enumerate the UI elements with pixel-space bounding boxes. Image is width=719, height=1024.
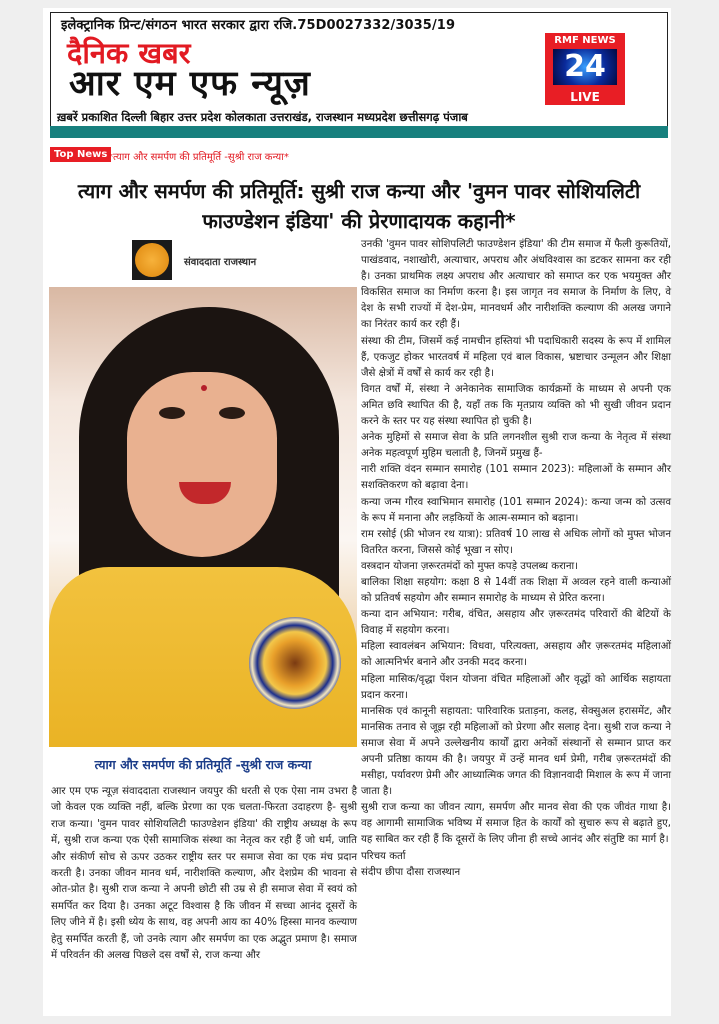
campaign-item: कन्या दान अभियान: गरीब, वंचित, असहाय और ज़रूरतमंद परिवारों की बेटियों के विवाह में सहयोग करना।	[361, 609, 671, 637]
article-left-column	[51, 784, 357, 964]
author-name: संदीप छीपा दौसा राजस्थान	[361, 866, 461, 878]
photo-rosette-badge	[249, 617, 341, 709]
teal-divider	[50, 126, 668, 138]
article-photo	[49, 287, 357, 747]
campaign-item: वस्त्रदान योजना ज़रूरतमंदों को मुफ्त कपड़े उपलब्ध कराना।	[361, 560, 579, 572]
logo-top-text: RMF NEWS	[554, 35, 616, 46]
campaign-item: महिला स्वावलंबन अभियान: विधवा, परित्यक्ता, असहाय और ज़रूरतमंद महिलाओं को आत्मनिर्भर बनाने और उनकी मदद करना।	[361, 641, 671, 669]
article-paragraph: विगत वर्षों में, संस्था ने अनेकानेक सामाजिक कार्यक्रमों के माध्यम से अपनी एक अमित छवि स्थापित की है, यहाँ तक कि मृतप्राय व्यक्ति को भी सुखी जीवन प्रदान करने के स्तर पर यह संस्था स्थापित हो चुकी है।	[361, 383, 671, 428]
article-paragraph: आर एम एफ न्यूज़ संवाददाता राजस्थान जयपुर की धरती से एक ऐसा नाम उभरा है जो केवल एक व्यक्ति नहीं, बल्कि प्रेरणा का एक चलता-फिरता उदाहरण है- सुश्री राज कन्या। 'वुमन पावर सोशियलिटी फाउण्डेशन इंडिया' की राष्ट्रीय अध्यक्ष के रूप में, सुश्री राज कन्या एक ऐसी सामाजिक संस्था का नेतृत्व कर रही हैं जो धर्म, जाति और संकीर्ण सोच से ऊपर उठकर राष्ट्रीय स्तर पर समाज सेवा का एक मंच प्रदान करती है। उनका जीवन मानव धर्म, नारीशक्ति कल्याण, और देशप्रेम की भावना से ओत-प्रोत है। सुश्री राज कन्या ने अपनी छोटी सी उम्र से ही समाज सेवा में स्वयं को समर्पित कर दिया है। उनका अटूट विश्वास है कि जीवन में सच्चा आनंद दूसरों के लिए जीने में है। इसी ध्येय के साथ, वह अपनी आय का 40% हिस्सा मानव कल्याण हेतु समर्पित करती हैं, जो उनके त्याग और समर्पण का एक अद्भुत प्रमाण है। समाज में परिवर्तन की अलख पिछले दस वर्षों से, राज कन्या और	[51, 786, 357, 962]
masthead-subtitle: दैनिक खबर	[67, 36, 191, 70]
article-paragraph: संस्था की टीम, जिसमें कई नामचीन हस्तियां भी पदाधिकारी सदस्य के रूप में शामिल हैं, एकजुट होकर भारतवर्ष में महिला एवं बाल विकास, भ्रष्टाचार उन्मूलन और शिक्षा जैसे क्षेत्रों में वर्षों से कार्य कर रही है।	[361, 335, 671, 379]
campaign-item: नारी शक्ति वंदन सम्मान समारोह (101 सम्मान 2023): महिलाओं के सम्मान और सशक्तिकरण को बढ़ावा देना।	[361, 464, 671, 492]
photo-face	[127, 372, 277, 557]
top-news-ticker: *त्याग और समर्पण की प्रतिमूर्ति -सुश्री राज कन्या*	[108, 152, 289, 163]
top-news-badge: Top News	[50, 147, 111, 162]
registration-line: इलेक्ट्रानिक प्रिन्ट/संगठन भारत सरकार द्वारा रजि.75D0027332/3035/19	[61, 18, 456, 33]
logo-bottom-text: LIVE	[570, 90, 600, 104]
coin-face	[135, 243, 169, 277]
campaign-item: महिला मासिक/वृद्धा पेंशन योजना वंचित महिलाओं और वृद्धों को आर्थिक सहायता प्रदान करना।	[361, 673, 671, 701]
article-paragraph: सुश्री राज कन्या का जीवन त्याग, समर्पण और मानव सेवा की एक जीवंत गाथा है। वह आगामी सामाजिक भविष्य में समाज हित के कार्यों को सुचारु रूप से बढ़ाते हुए, यह साबित कर रही हैं कि दूसरों के लिए जीना ही सच्चे आनंद और संतुष्टि का मार्ग है।	[361, 802, 671, 846]
coin-seal-icon	[132, 240, 172, 280]
author-label: परिचय कर्ता	[361, 850, 406, 862]
article-headline: त्याग और समर्पण की प्रतिमूर्ति: सुश्री राज कन्या और 'वुमन पावर सोशियलिटी फाउण्डेशन इंडिया' की प्रेरणादायक कहानी*	[77, 179, 641, 233]
photo-caption: त्याग और समर्पण की प्रतिमूर्ति -सुश्री राज कन्या	[94, 757, 312, 772]
photo-eye-right	[219, 407, 245, 419]
masthead-title: आर एम एफ न्यूज़	[69, 64, 311, 104]
campaign-item: मानसिक एवं कानूनी सहायता: पारिवारिक प्रताड़ना, कलह, सेक्सुअल हरासमेंट, और मानसिक तनाव से जूझ रही महिलाओं को प्रेरणा और सलाह देना। सुश्री राज कन्या ने समाज सेवा में अपने उल्लेखनीय कार्यों द्वारा अनेकों संस्थानों से सम्मान प्राप्त कर अपनी प्रतिष्ठा कायम की है। जयपुर में उन्हें मानव धर्म प्रेमी, गरीब ज़रूरतमंदों की मसीहा, पर्यावरण प्रेमी और आध्यात्मिक जगत की विज्ञानवादी मिशाल के रूप में जाना जाता है।	[361, 705, 671, 798]
campaign-item: कन्या जन्म गौरव स्वाभिमान समारोह (101 सम्मान 2024): कन्या जन्म को उत्सव के रूप में मनाना और लड़कियों के आत्म-सम्मान को बढ़ाना।	[361, 496, 671, 524]
photo-bindi	[201, 385, 207, 391]
byline-text: संवाददाता राजस्थान	[184, 257, 257, 268]
campaign-item: राम रसोई (फ्री भोजन रथ यात्रा): प्रतिवर्ष 10 लाख से अधिक लोगों को मुफ्त भोजन वितरित करना, जिससे कोई भूखा न सोए।	[361, 528, 671, 556]
rmf-news-24-logo	[545, 33, 625, 105]
logo-number: 24	[553, 49, 617, 85]
photo-eye-left	[159, 407, 185, 419]
article-right-column	[361, 237, 671, 881]
article-paragraph: उनकी 'वुमन पावर सोशिपलिटी फाउण्डेशन इंडिया' की टीम समाज में फैली कुरूतियों, पाखंडवाद, नशाखोरी, अत्याचार, अपराध और अंधविश्वास का डटकर सामना कर रही है। उनका प्राथमिक लक्ष्य अपराध और अत्याचार को समाप्त कर एक भयमुक्त और विकसित समाज का निर्माण करना है। इस जागृत नव समाज के निर्माण के लिए, वे देश के सभी राज्यों में देश-प्रेम, मानवधर्म और नारीशक्ति कल्याण की अलख जगाने का निरंतर कार्य कर रही हैं।	[361, 239, 671, 331]
campaign-item: बालिका शिक्षा सहयोग: कक्षा 8 से 14वीं तक शिक्षा में अव्वल रहने वाली कन्याओं को प्रतिवर्ष सहयोग और सम्मान समारोह के माध्यम से प्रेरित करना।	[361, 576, 671, 605]
published-states: ख़बरें प्रकाशित दिल्ली बिहार उत्तर प्रदेश कोलकाता उत्तराखंड, राजस्थान मध्यप्रदेश छत्तीसगढ़ पंजाब	[57, 110, 468, 124]
masthead	[50, 12, 668, 130]
article-paragraph: अनेक मुहिमों से समाज सेवा के प्रति लगनशील सुश्री राज कन्या के नेतृत्व में संस्था अनेक महत्वपूर्ण मुहिम चलाती है, जिनमें प्रमुख हैं-	[361, 432, 671, 460]
